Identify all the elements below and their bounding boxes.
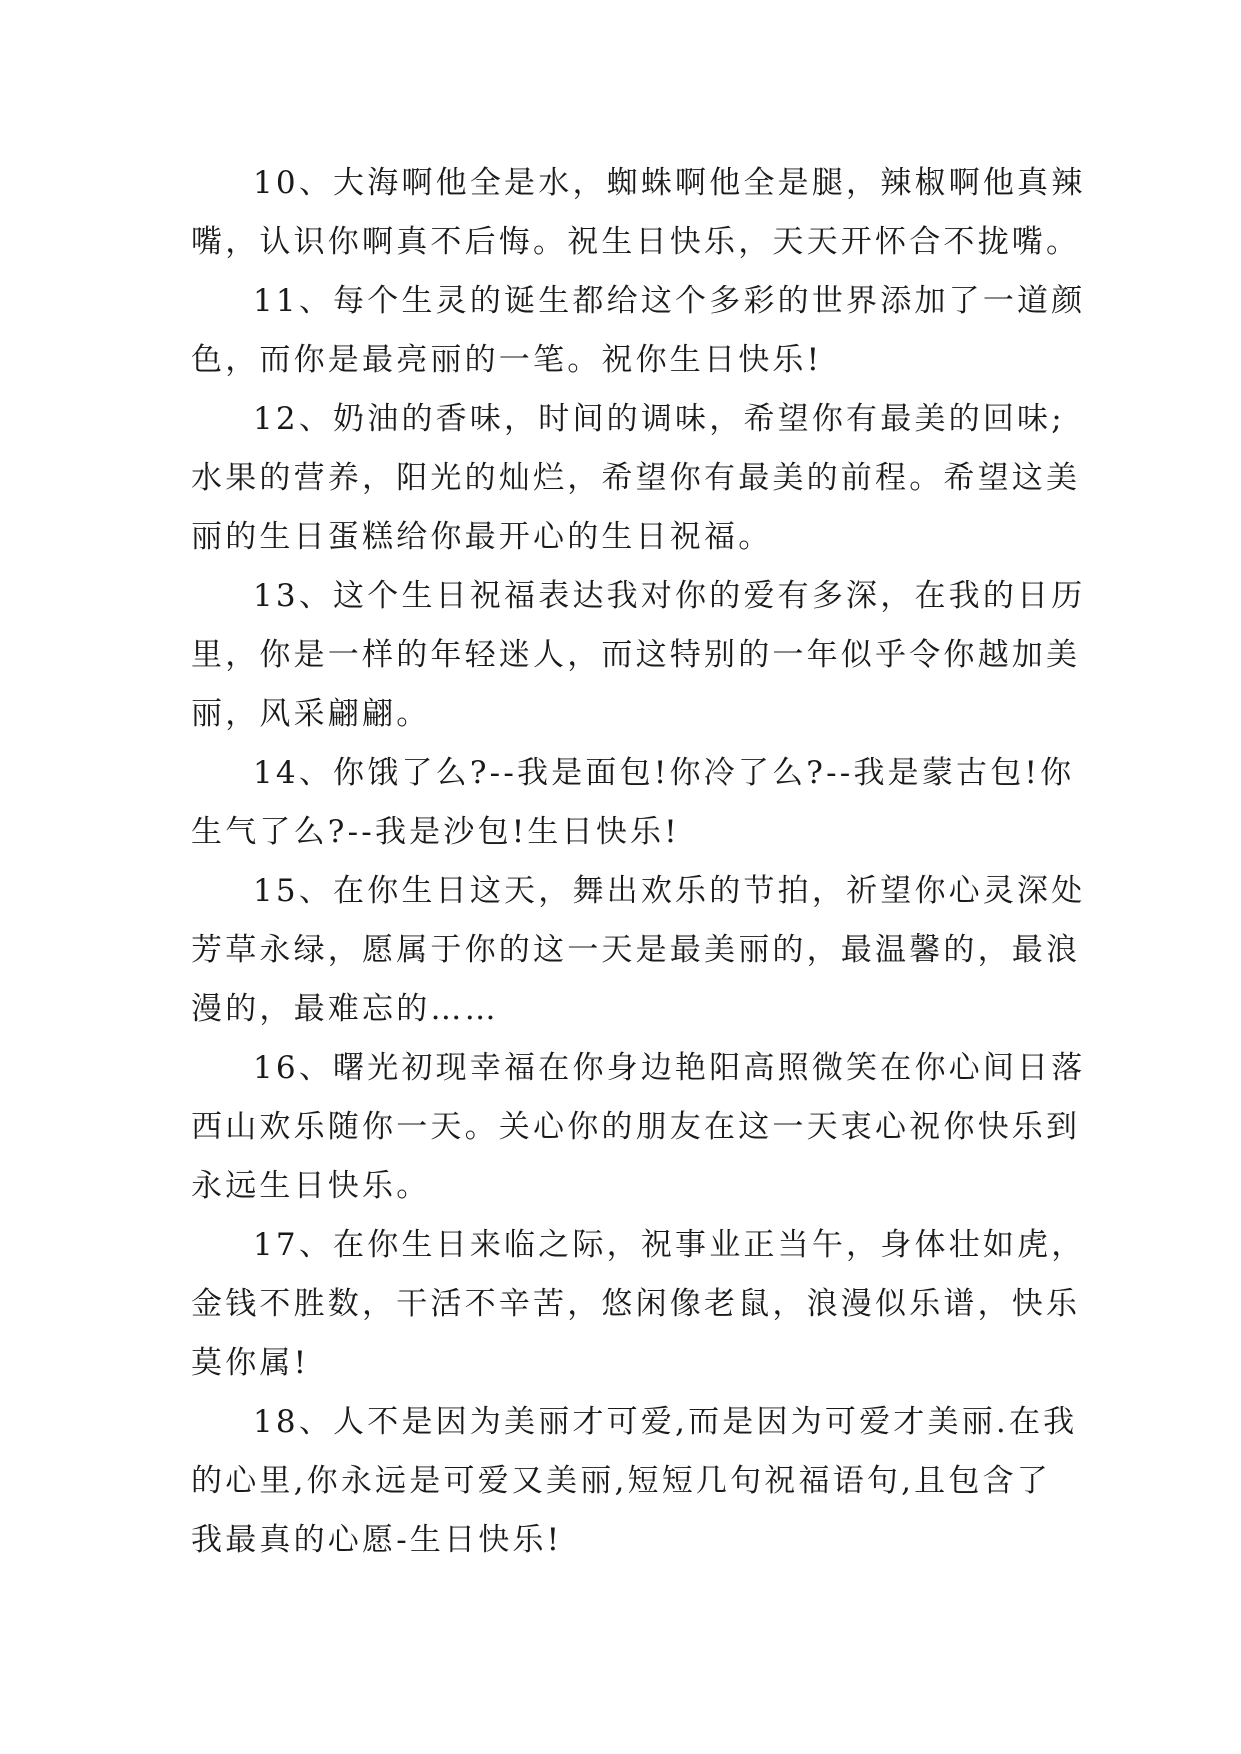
- paragraph-line: 17、在你生日来临之际，祝事业正当午，身体壮如虎，: [253, 1227, 1086, 1263]
- paragraph-line: 色，而你是最亮丽的一笔。祝你生日快乐!: [191, 342, 823, 378]
- paragraph-line: 12、奶油的香味，时间的调味，希望你有最美的回味;: [253, 401, 1065, 437]
- paragraph-line: 丽，风采翩翩。: [191, 696, 431, 732]
- paragraph-14: [191, 744, 1075, 862]
- paragraph-line: 里，你是一样的年轻迷人，而这特别的一年似乎令你越加美: [191, 637, 1081, 673]
- paragraph-line: 生气了么?--我是沙包!生日快乐!: [191, 814, 680, 850]
- paragraph-17: [191, 1216, 1086, 1393]
- paragraph-18: [191, 1393, 1078, 1570]
- paragraph-15: [191, 862, 1086, 1039]
- paragraph-line: 13、这个生日祝福表达我对你的爱有多深，在我的日历: [253, 578, 1086, 614]
- paragraph-10: [191, 154, 1086, 272]
- paragraph-12: [191, 390, 1081, 567]
- paragraph-line: 我最真的心愿-生日快乐!: [191, 1522, 563, 1558]
- paragraph-line: 18、人不是因为美丽才可爱,而是因为可爱才美丽.在我: [253, 1404, 1078, 1440]
- document-body: [191, 154, 1086, 1570]
- paragraph-line: 永远生日快乐。: [191, 1168, 431, 1204]
- paragraph-line: 莫你属!: [191, 1345, 310, 1381]
- paragraph-line: 水果的营养，阳光的灿烂，希望你有最美的前程。希望这美: [191, 460, 1081, 496]
- paragraph-line: 西山欢乐随你一天。关心你的朋友在这一天衷心祝你快乐到: [191, 1109, 1081, 1145]
- paragraph-line: 嘴，认识你啊真不后悔。祝生日快乐，天天开怀合不拢嘴。: [191, 224, 1081, 260]
- paragraph-line: 芳草永绿，愿属于你的这一天是最美丽的，最温馨的，最浪: [191, 932, 1081, 968]
- paragraph-line: 11、每个生灵的诞生都给这个多彩的世界添加了一道颜: [253, 283, 1086, 319]
- paragraph-line: 漫的，最难忘的……: [191, 991, 499, 1027]
- paragraph-line: 14、你饿了么?--我是面包!你冷了么?--我是蒙古包!你: [253, 755, 1075, 791]
- paragraph-line: 15、在你生日这天，舞出欢乐的节拍，祈望你心灵深处: [253, 873, 1086, 909]
- paragraph-13: [191, 567, 1086, 744]
- paragraph-line: 10、大海啊他全是水，蜘蛛啊他全是腿，辣椒啊他真辣: [253, 165, 1086, 201]
- paragraph-16: [191, 1039, 1086, 1216]
- paragraph-line: 的心里,你永远是可爱又美丽,短短几句祝福语句,且包含了: [191, 1463, 1051, 1499]
- paragraph-11: [191, 272, 1086, 390]
- paragraph-line: 16、曙光初现幸福在你身边艳阳高照微笑在你心间日落: [253, 1050, 1086, 1086]
- paragraph-line: 金钱不胜数，干活不辛苦，悠闲像老鼠，浪漫似乐谱，快乐: [191, 1286, 1081, 1322]
- paragraph-line: 丽的生日蛋糕给你最开心的生日祝福。: [191, 519, 773, 555]
